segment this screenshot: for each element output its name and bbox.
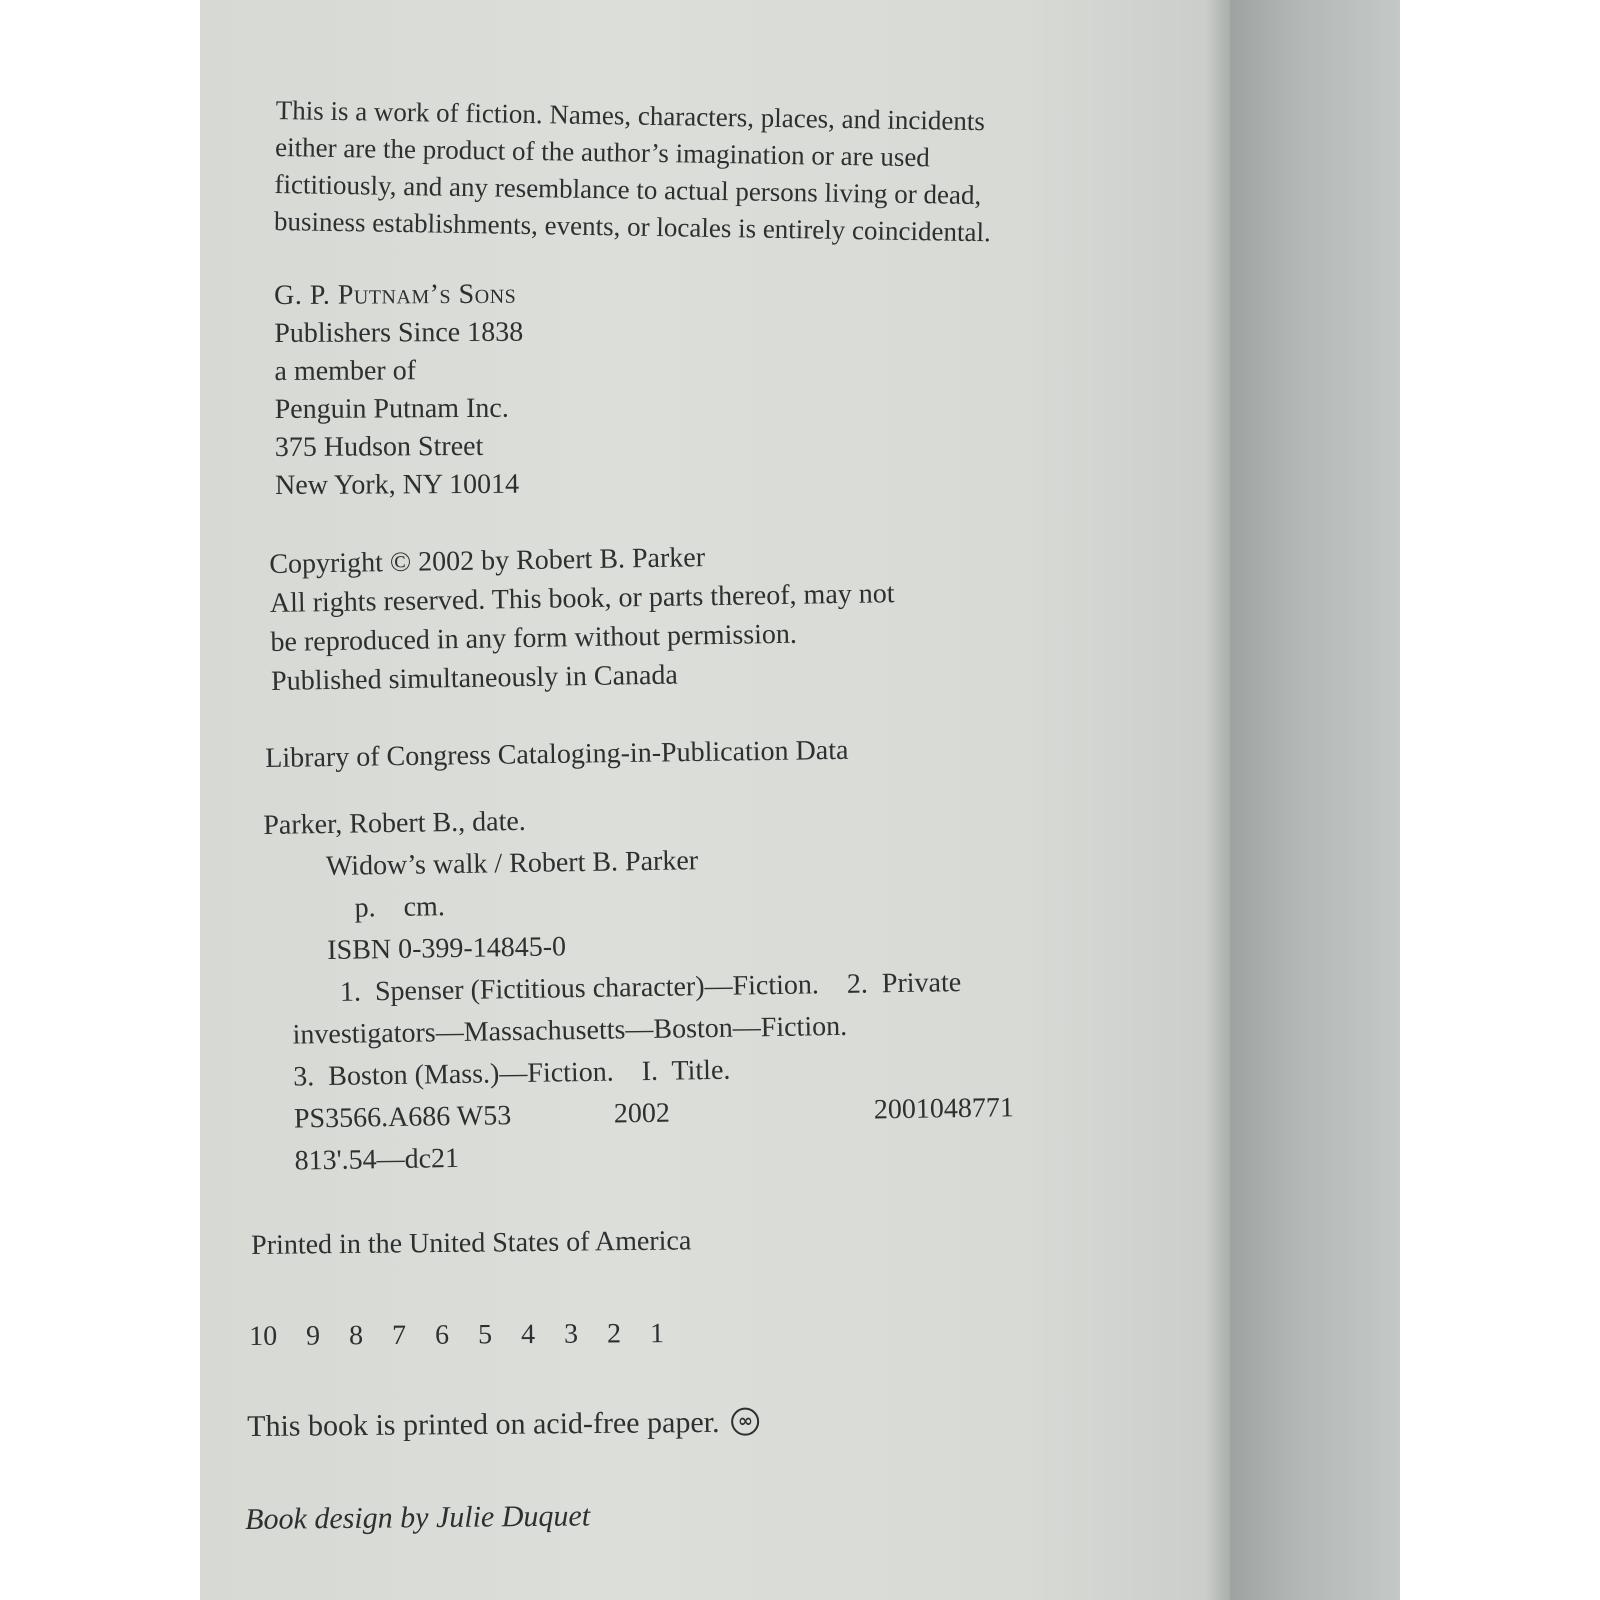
disclaimer-line: either are the product of the author’s imagination or are used <box>274 131 931 173</box>
disclaimer-line: This is a work of fiction. Names, characters, places, and incidents <box>275 94 986 137</box>
cip-dewey: 813'.54—dc21 <box>294 1142 460 1177</box>
acid-free-text: This book is printed on acid-free paper. <box>247 1405 720 1443</box>
print-number: 3 <box>564 1318 579 1350</box>
cip-subjects: investigators—Massachusetts—Boston—Fiction. <box>292 1010 848 1051</box>
copyright-line: be reproduced in any form without permission. <box>270 618 798 658</box>
copyright-line: All rights reserved. This book, or parts thereof, may not <box>269 578 895 619</box>
print-number: 8 <box>349 1320 364 1352</box>
cip-pages: p. cm. <box>354 891 446 924</box>
print-number: 1 <box>650 1318 665 1350</box>
print-number: 9 <box>306 1320 321 1352</box>
cip-call-number: PS3566.A686 W53 <box>293 1100 512 1135</box>
print-number: 6 <box>435 1319 450 1351</box>
copyright-line: Copyright © 2002 by Robert B. Parker <box>269 542 706 580</box>
print-number: 2 <box>607 1318 622 1350</box>
cip-year: 2002 <box>613 1097 671 1130</box>
cip-heading-text: Library of Congress Cataloging-in-Publication Data <box>265 734 849 774</box>
cip-author: Parker, Robert B., date. <box>263 805 527 841</box>
design-credit-text: Book design by Julie Duquet <box>245 1499 591 1536</box>
acid-free-paper-icon: ∞ <box>731 1408 759 1436</box>
cip-title: Widow’s walk / Robert B. Parker <box>325 845 699 883</box>
disclaimer-line: business establishments, events, or locales is entirely coincidental. <box>273 205 991 248</box>
print-number: 7 <box>392 1319 407 1352</box>
cip-subjects: 1. Spenser (Fictitious character)—Fiction. 2. Private <box>339 967 962 1008</box>
publisher-line: a member of <box>274 355 417 387</box>
fiction-disclaimer <box>274 92 993 251</box>
publisher-line: Publishers Since 1838 <box>274 316 524 349</box>
design-credit <box>245 1496 590 1540</box>
print-number: 10 <box>249 1320 278 1352</box>
printed-in <box>251 1222 691 1265</box>
printer-key <box>249 1315 686 1356</box>
printed-in-text: Printed in the United States of America <box>251 1225 692 1261</box>
print-number: 4 <box>521 1319 536 1351</box>
cip-isbn: ISBN 0-399-14845-0 <box>327 931 567 967</box>
publisher-line: New York, NY 10014 <box>275 468 520 501</box>
copyright-line: Published simultaneously in Canada <box>270 659 679 697</box>
cip-subjects: 3. Boston (Mass.)—Fiction. I. Title. <box>293 1054 731 1093</box>
facing-page-edge <box>1230 0 1400 1600</box>
publisher-line: 375 Hudson Street <box>274 430 484 463</box>
acid-free-note <box>247 1403 760 1447</box>
publisher-line: Penguin Putnam Inc. <box>274 392 509 425</box>
disclaimer-line: fictitiously, and any resemblance to actual persons living or dead, <box>274 168 982 211</box>
copyright-block <box>269 535 896 701</box>
cip-data <box>263 793 1015 1183</box>
publisher-block <box>274 276 524 505</box>
print-number: 5 <box>478 1319 493 1351</box>
cip-heading <box>265 732 849 778</box>
publisher-name: G. P. Putnam’s Sons <box>274 278 517 311</box>
cip-lccn: 2001048771 <box>873 1092 1015 1126</box>
